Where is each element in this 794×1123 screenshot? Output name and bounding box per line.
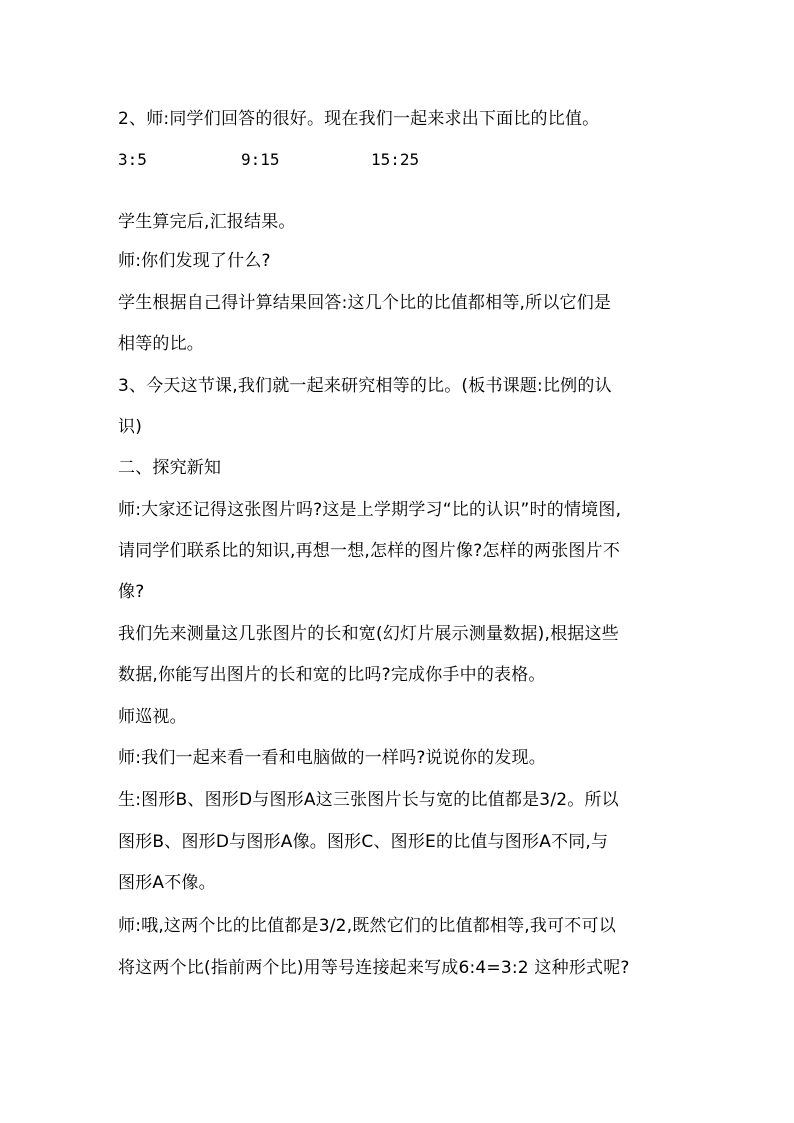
ratio-1: 3:5	[118, 150, 147, 169]
paragraph-line: 图形B、图形D与图形A像。图形C、图形E的比值与图形A不同,与	[118, 832, 609, 852]
paragraph-line: 师:你们发现了什么?	[118, 251, 271, 271]
paragraph-line: 将这两个比(指前两个比)用等号连接起来写成6:4=3:2 这种形式呢?	[118, 958, 630, 978]
ratio-2: 9:15	[241, 150, 280, 169]
paragraph-line: 请同学们联系比的知识,再想一想,怎样的图片像?怎样的两张图片不	[118, 541, 621, 561]
paragraph-line: 学生根据自己得计算结果回答:这几个比的比值都相等,所以它们是	[118, 293, 612, 313]
paragraph-line: 图形A不像。	[118, 873, 216, 893]
paragraph-line: 相等的比。	[118, 334, 204, 354]
paragraph-line: 生:图形B、图形D与图形A这三张图片长与宽的比值都是3/2。所以	[118, 790, 619, 810]
paragraph-line: 师:我们一起来看一看和电脑做的一样吗?说说你的发现。	[118, 748, 546, 768]
paragraph-line: 学生算完后,汇报结果。	[118, 212, 296, 232]
ratio-3: 15:25	[371, 150, 420, 169]
paragraph-line: 2、师:同学们回答的很好。现在我们一起来求出下面比的比值。	[118, 109, 600, 129]
section-heading: 二、探究新知	[118, 458, 222, 478]
paragraph-line: 像?	[118, 582, 145, 602]
paragraph-line: 师:哦,这两个比的比值都是3/2,既然它们的比值都相等,我可不可以	[118, 916, 616, 936]
paragraph-line: 师巡视。	[118, 707, 187, 727]
paragraph-line: 我们先来测量这几张图片的长和宽(幻灯片展示测量数据),根据这些	[118, 624, 619, 644]
paragraph-line: 师:大家还记得这张图片吗?这是上学期学习“比的认识”时的情境图,	[118, 500, 622, 520]
paragraph-line: 数据,你能写出图片的长和宽的比吗?完成你手中的表格。	[118, 665, 546, 685]
paragraph-line: 3、今天这节课,我们就一起来研究相等的比。(板书课题:比例的认	[118, 376, 612, 396]
paragraph-line: 识)	[118, 417, 143, 437]
